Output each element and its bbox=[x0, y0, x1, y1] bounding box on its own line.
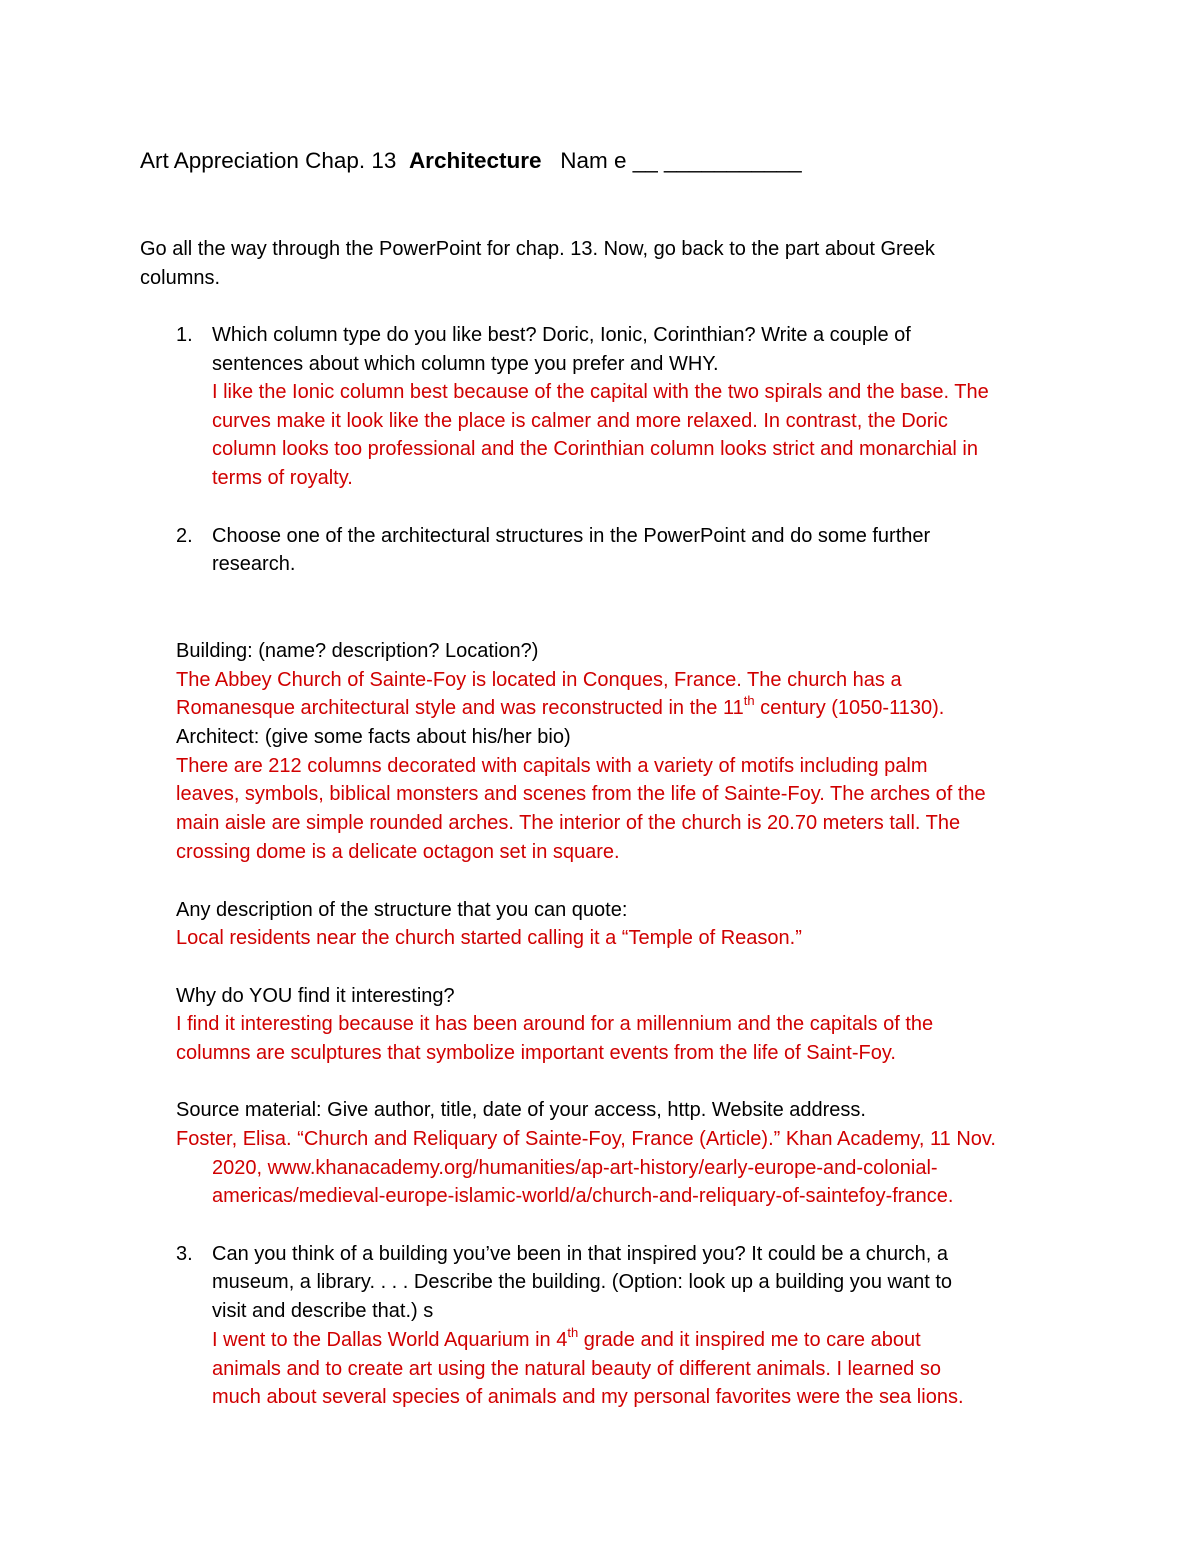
question-3-prompt-line: museum, a library. . . . Describe the building. (Option: look up a building you want to bbox=[212, 1271, 953, 1293]
architect-answer-line: main aisle are simple rounded arches. The interior of the church is 20.70 meters tall. The bbox=[176, 812, 961, 834]
why-answer-line: I find it interesting because it has been around for a millennium and the capitals of the bbox=[176, 1013, 934, 1035]
question-2-number: 2. bbox=[176, 525, 193, 547]
building-answer-text: Romanesque architectural style and was reconstructed in the 11 bbox=[176, 697, 744, 719]
question-3-prompt-line: Can you think of a building you’ve been in that inspired you? It could be a church, a bbox=[212, 1243, 949, 1265]
why-answer-line: columns are sculptures that symbolize important events from the life of Saint-Foy. bbox=[176, 1042, 896, 1064]
quote-answer: Local residents near the church started calling it a “Temple of Reason.” bbox=[176, 927, 802, 949]
question-2-prompt-line: research. bbox=[212, 553, 296, 575]
source-answer-line: 2020, www.khanacademy.org/humanities/ap-art-history/early-europe-and-colonial- bbox=[212, 1157, 938, 1179]
question-3-answer-text: grade and it inspired me to care about bbox=[578, 1329, 921, 1351]
question-1-prompt-line: sentences about which column type you prefer and WHY. bbox=[212, 353, 719, 375]
source-answer-line: americas/medieval-europe-islamic-world/a/church-and-reliquary-of-saintefoy-france. bbox=[212, 1185, 954, 1207]
building-answer-text: century (1050-1130). bbox=[754, 697, 945, 719]
intro-line-2: columns. bbox=[140, 267, 221, 289]
architect-answer-line: crossing dome is a delicate octagon set in square. bbox=[176, 841, 620, 863]
question-1-prompt-line: Which column type do you like best? Doric, Ionic, Corinthian? Write a couple of bbox=[212, 324, 911, 346]
question-3-answer-text: I went to the Dallas World Aquarium in 4 bbox=[212, 1329, 568, 1351]
building-label: Building: (name? description? Location?) bbox=[176, 640, 539, 662]
ordinal-superscript: th bbox=[567, 1325, 579, 1340]
architect-answer-line: There are 212 columns decorated with capitals with a variety of motifs including palm bbox=[176, 755, 928, 777]
ordinal-superscript: th bbox=[743, 693, 755, 708]
question-3-number: 3. bbox=[176, 1243, 193, 1265]
question-3-prompt-line: visit and describe that.) s bbox=[212, 1300, 434, 1322]
question-3-answer-line bbox=[212, 1326, 921, 1356]
course-title: Art Appreciation Chap. 13 bbox=[140, 148, 397, 173]
building-answer-line: The Abbey Church of Sainte-Foy is located in Conques, France. The church has a bbox=[176, 669, 902, 691]
question-2-prompt-line: Choose one of the architectural structures in the PowerPoint and do some further bbox=[212, 525, 931, 547]
source-answer-line: Foster, Elisa. “Church and Reliquary of Sainte-Foy, France (Article).” Khan Academy, 11 Nov. bbox=[176, 1128, 996, 1150]
source-label: Source material: Give author, title, date of your access, http. Website address. bbox=[176, 1099, 866, 1121]
question-3-answer-line: animals and to create art using the natural beauty of different animals. I learned so bbox=[212, 1358, 941, 1380]
question-1-answer-line: terms of royalty. bbox=[212, 467, 353, 489]
question-1-answer-line: column looks too professional and the Corinthian column looks strict and monarchial in bbox=[212, 438, 978, 460]
architect-label: Architect: (give some facts about his/her bio) bbox=[176, 726, 571, 748]
architect-answer-line: leaves, symbols, biblical monsters and scenes from the life of Sainte-Foy. The arches of the bbox=[176, 783, 986, 805]
question-1-answer-line: I like the Ionic column best because of the capital with the two spirals and the base. The bbox=[212, 381, 989, 403]
question-1-answer-line: curves make it look like the place is calmer and more relaxed. In contrast, the Doric bbox=[212, 410, 948, 432]
worksheet-header bbox=[140, 146, 802, 176]
question-3-answer-line: much about several species of animals and my personal favorites were the sea lions. bbox=[212, 1386, 964, 1408]
building-answer-line bbox=[176, 694, 944, 724]
intro-line-1: Go all the way through the PowerPoint for chap. 13. Now, go back to the part about Greek bbox=[140, 238, 935, 260]
topic-title: Architecture bbox=[408, 148, 542, 173]
why-label: Why do YOU find it interesting? bbox=[176, 985, 455, 1007]
name-field-label: Nam e __ ___________ bbox=[560, 148, 802, 173]
question-1-number: 1. bbox=[176, 324, 193, 346]
quote-label: Any description of the structure that you can quote: bbox=[176, 899, 628, 921]
